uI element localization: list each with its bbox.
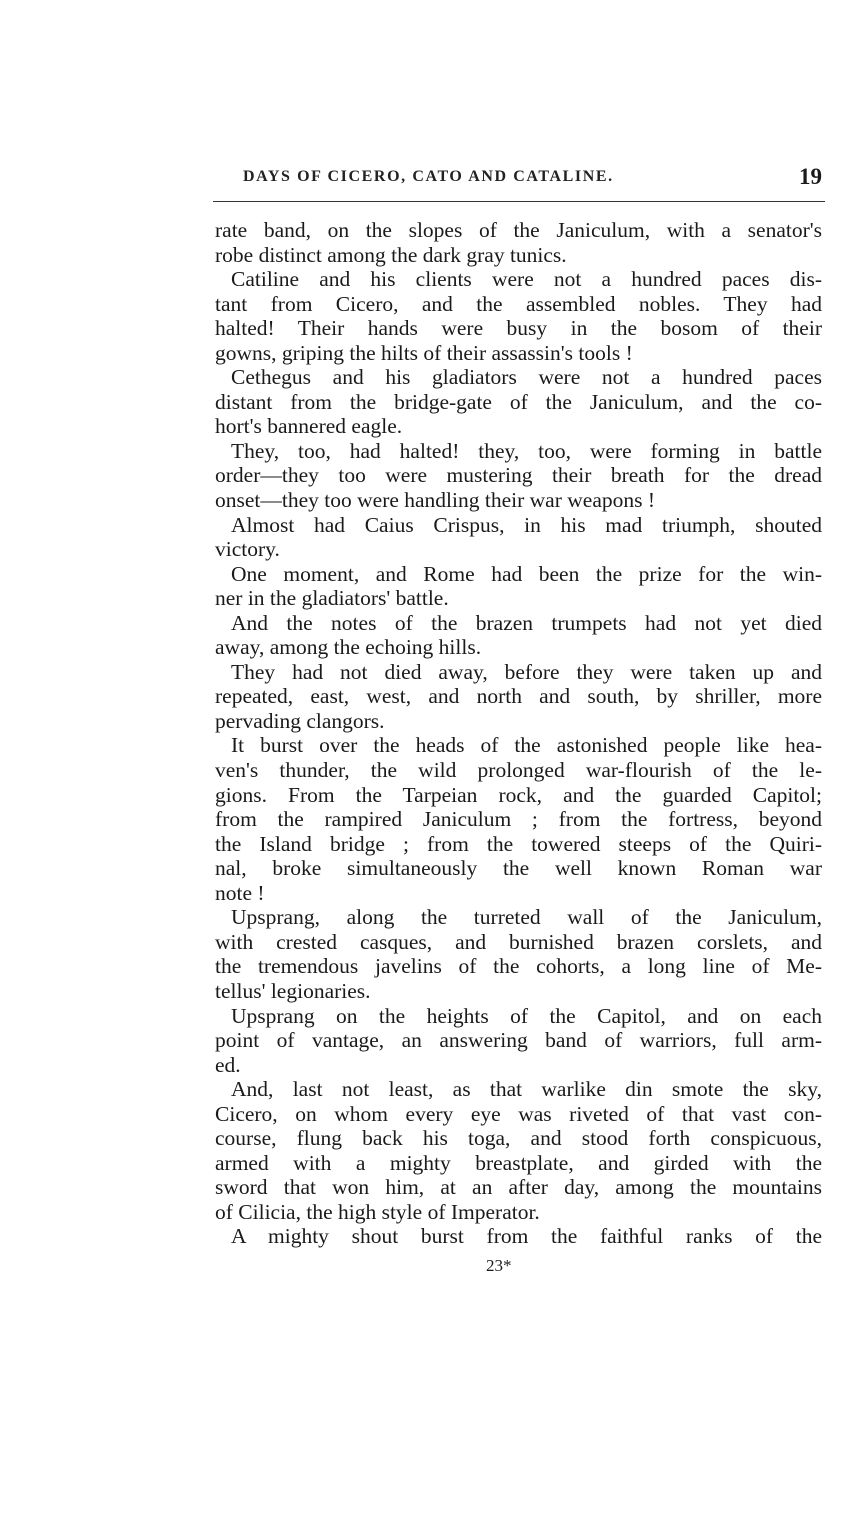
text-line: armed with a mighty breastplate, and girded with the bbox=[215, 1150, 822, 1175]
text-line: Upsprang on the heights of the Capitol, and on each bbox=[231, 1003, 822, 1028]
text-line: sword that won him, at an after day, among the mountains bbox=[215, 1175, 822, 1200]
text-line: from the rampired Janiculum ; from the fortress, beyond bbox=[215, 807, 822, 832]
signature-mark: 23* bbox=[486, 1256, 512, 1275]
text-line: point of vantage, an answering band of warriors, full arm- bbox=[215, 1028, 822, 1053]
text-line: gowns, griping the hilts of their assassin's tools ! bbox=[215, 340, 633, 365]
body-text bbox=[215, 218, 822, 1249]
text-line: away, among the echoing hills. bbox=[215, 635, 482, 660]
text-line: order—they too were mustering their breath for the dread bbox=[215, 463, 822, 488]
text-line: note ! bbox=[215, 880, 265, 905]
text-line: the tremendous javelins of the cohorts, a long line of Me- bbox=[215, 954, 822, 979]
text-line: course, flung back his toga, and stood forth conspicuous, bbox=[215, 1126, 822, 1151]
text-line: tellus' legionaries. bbox=[215, 978, 371, 1003]
text-line: gions. From the Tarpeian rock, and the guarded Capitol; bbox=[215, 782, 822, 807]
text-line: It burst over the heads of the astonished people like hea- bbox=[231, 733, 822, 758]
text-line: the Island bridge ; from the towered steeps of the Quiri- bbox=[215, 831, 822, 856]
text-line: with crested casques, and burnished brazen corslets, and bbox=[215, 929, 822, 954]
text-line: Upsprang, along the turreted wall of the Janiculum, bbox=[231, 905, 822, 930]
text-line: hort's bannered eagle. bbox=[215, 414, 403, 439]
text-line: Catiline and his clients were not a hundred paces dis- bbox=[231, 267, 822, 292]
text-line: pervading clangors. bbox=[215, 708, 385, 733]
text-line: of Cilicia, the high style of Imperator. bbox=[215, 1199, 540, 1224]
page-number: 19 bbox=[799, 164, 822, 189]
text-line: ner in the gladiators' battle. bbox=[215, 586, 449, 611]
text-line: ven's thunder, the wild prolonged war-flourish of the le- bbox=[215, 758, 822, 783]
text-line: tant from Cicero, and the assembled nobles. They had bbox=[215, 291, 822, 316]
text-line: rate band, on the slopes of the Janiculum, with a senator's bbox=[215, 218, 822, 242]
text-line: robe distinct among the dark gray tunics. bbox=[215, 242, 567, 267]
text-line: Cicero, on whom every eye was riveted of that vast con- bbox=[215, 1101, 822, 1126]
text-line: And, last not least, as that warlike din smote the sky, bbox=[231, 1077, 822, 1102]
text-line: nal, broke simultaneously the well known Roman war bbox=[215, 856, 822, 881]
text-line: And the notes of the brazen trumpets had not yet died bbox=[231, 610, 822, 635]
text-line: ed. bbox=[215, 1052, 241, 1077]
text-line: victory. bbox=[215, 537, 280, 562]
text-line: repeated, east, west, and north and south, by shriller, more bbox=[215, 684, 822, 709]
running-header bbox=[215, 164, 822, 196]
running-title: DAYS OF CICERO, CATO AND CATALINE. bbox=[243, 168, 614, 185]
text-line: A mighty shout burst from the faithful ranks of the bbox=[231, 1224, 822, 1249]
text-line: They, too, had halted! they, too, were forming in battle bbox=[231, 438, 822, 463]
header-rule bbox=[213, 201, 825, 202]
text-line: halted! Their hands were busy in the bosom of their bbox=[215, 316, 822, 341]
text-line: distant from the bridge-gate of the Janiculum, and the co- bbox=[215, 389, 822, 414]
text-line: Almost had Caius Crispus, in his mad triumph, shouted bbox=[231, 512, 822, 537]
text-line: They had not died away, before they were taken up and bbox=[231, 659, 822, 684]
text-line: onset—they too were handling their war weapons ! bbox=[215, 488, 656, 513]
text-line: Cethegus and his gladiators were not a hundred paces bbox=[231, 365, 822, 390]
text-line: One moment, and Rome had been the prize for the win- bbox=[231, 561, 822, 586]
